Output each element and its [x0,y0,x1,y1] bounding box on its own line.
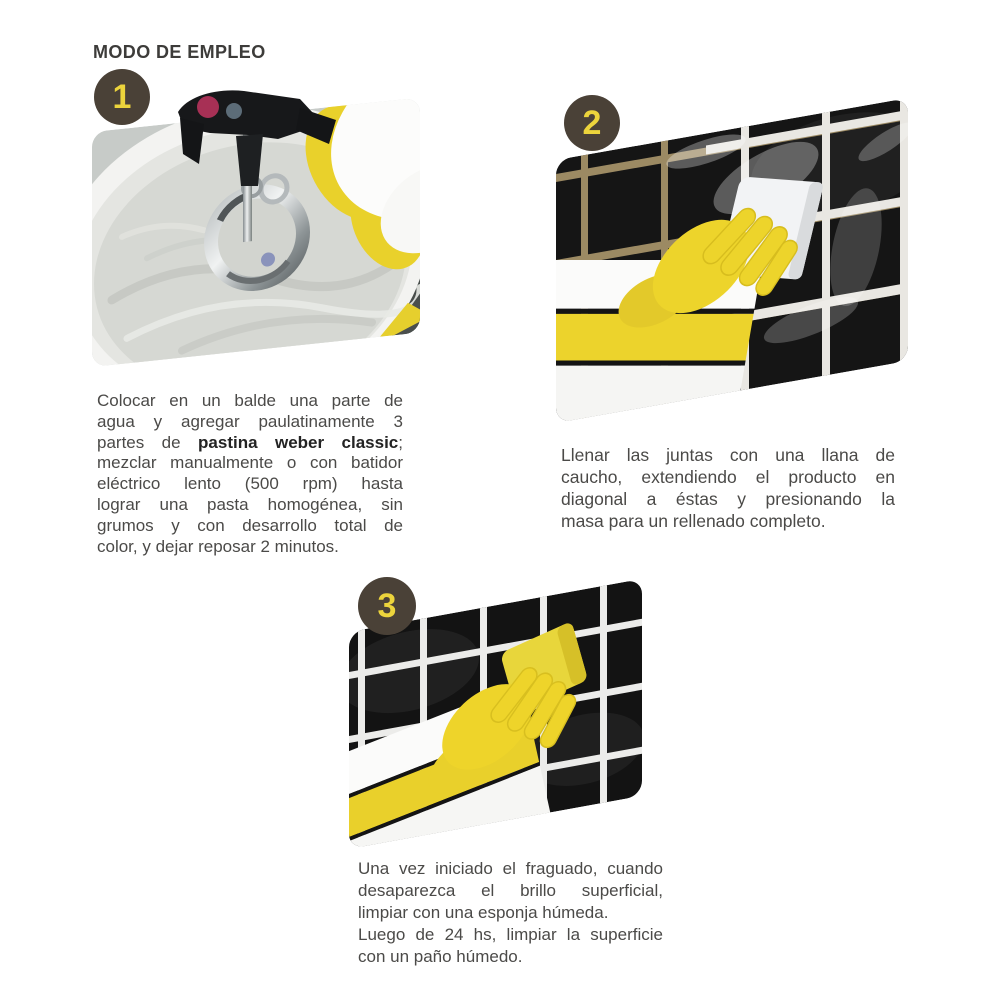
drill-red-detail [197,96,219,118]
product-line-after: ; [398,432,403,452]
step-2-photo [556,98,908,423]
step-1-product-line [97,433,403,454]
drill-mixer [150,86,350,190]
text-line: grumos y con desarrollo total de [97,515,403,535]
text-line: diagonal a éstas y presionando la [561,489,895,509]
step-2-last-line: masa para un rellenado completo. [561,511,826,531]
step-2-badge [564,95,620,151]
text-line: lograr una pasta homogénea, sin [97,494,403,514]
text-line: Luego de 24 hs, limpiar la superficie [358,925,663,944]
step-3-paragraph-2-last: con un paño húmedo. [358,947,523,966]
step-3-paragraph-1-last: limpiar con una esponja húmeda. [358,903,609,922]
product-name: pastina weber classic [198,432,399,452]
step-3-paragraph-2 [358,924,663,946]
step-2-number: 2 [582,103,602,142]
step-1-lines [97,391,403,433]
step-3-number: 3 [377,586,397,625]
product-line-before: partes de [97,432,199,452]
step-1-text [97,391,403,557]
grouting-tiles-scene [556,98,908,423]
text-line: desaparezca el brillo superficial, [358,881,663,900]
text-line: Llenar las juntas con una llana de [561,445,895,465]
drill-chuck [236,134,263,186]
text-line: Colocar en un balde una parte de [97,391,403,410]
step-2-lines [561,444,895,510]
step-1-badge [94,69,150,125]
text-line: Una vez iniciado el fraguado, cuando [358,859,663,878]
step-1-number: 1 [112,77,132,116]
step-3-paragraph-1 [358,858,663,902]
step-2-text [561,444,895,532]
step-1-lines-after [97,453,403,536]
text-line: eléctrico lento (500 rpm) hasta [97,474,403,494]
text-line: caucho, extendiendo el producto en [561,467,895,487]
text-line: mezclar manualmente o con batidor [97,453,403,473]
step-3-badge [358,577,416,635]
page-title: MODO DE EMPLEO [93,42,266,62]
step-3-text [358,858,663,968]
text-line: agua y agregar paulatinamente 3 [97,411,403,431]
drill-gray-detail [226,103,242,119]
step-1-last-line: color, y dejar reposar 2 minutos. [97,536,339,556]
